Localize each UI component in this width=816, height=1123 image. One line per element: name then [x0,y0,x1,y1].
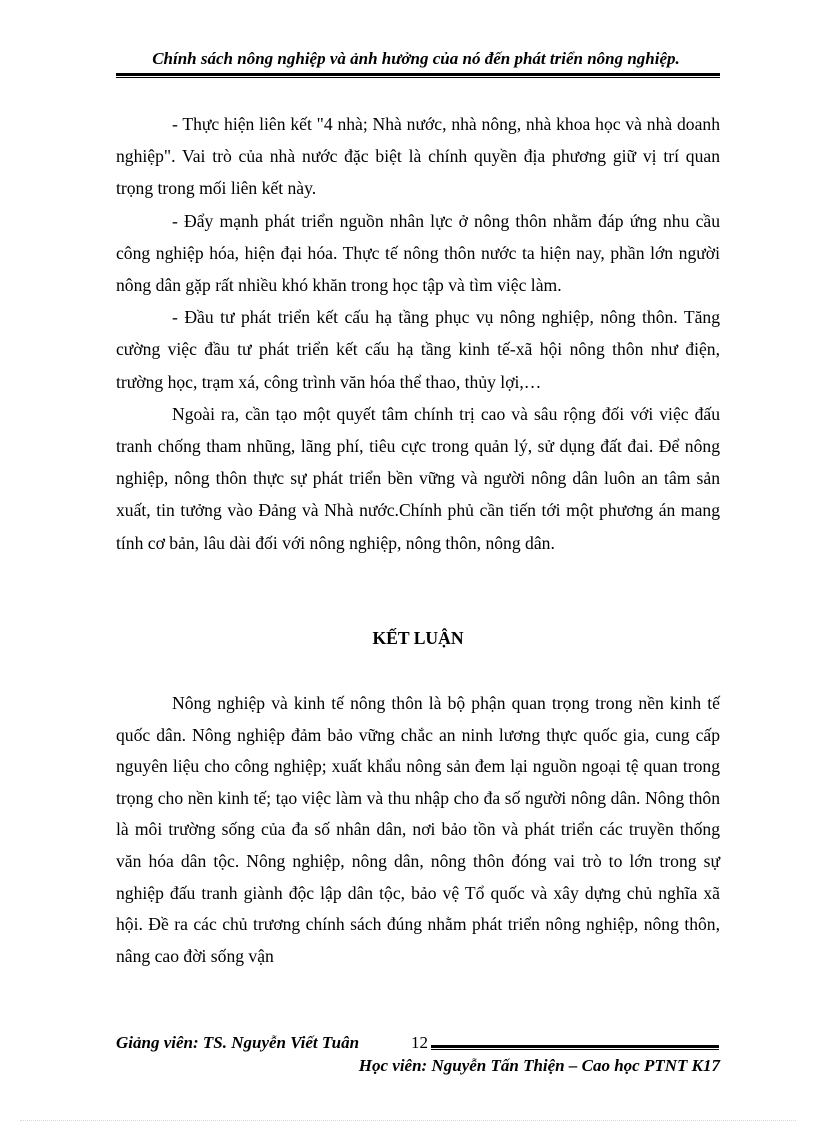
page-header-title: Chính sách nông nghiệp và ảnh hưởng của nó đến phát triển nông nghiệp. [152,49,680,68]
header-double-rule [116,73,720,78]
body-section [116,108,720,559]
conclusion-heading: KẾT LUẬN [372,628,464,648]
paragraph-human-resources: - Đẩy mạnh phát triển nguồn nhân lực ở nông thôn nhằm đáp ứng nhu cầu công nghiệp hóa, hiện đại hóa. Thực tế nông thôn nước ta hiện nay, phần lớn người nông dân gặp rất nhiều khó khăn trong học tập và tìm việc làm. [116,210,720,296]
page-bottom-border [20,1120,796,1121]
conclusion-section [116,688,720,972]
paragraph-infrastructure: - Đầu tư phát triển kết cấu hạ tầng phục vụ nông nghiệp, nông thôn. Tăng cường việc đầu tư phát triển kết cấu hạ tầng kinh tế-xã hội nông thôn như điện, trường học, trạm xá, công trình văn hóa thể thao, thủy lợi,… [116,307,720,392]
paragraph-anti-corruption: Ngoài ra, cần tạo một quyết tâm chính trị cao và sâu rộng đối với việc đấu tranh chống tham nhũng, lãng phí, tiêu cực trong quản lý, sử dụng đất đai. Để nông nghiệp, nông thôn thực sự phát triển bền vững và người nông dân luôn an tâm sản xuất, tin tưởng vào Đảng và Nhà nước.Chính phủ cần tiến tới một phương án mang tính cơ bản, lâu dài đối với nông nghiệp, nông thôn, nông dân. [116,403,720,553]
conclusion-paragraph: Nông nghiệp và kinh tế nông thôn là bộ phận quan trọng trong nền kinh tế quốc dân. Nông nghiệp đảm bảo vững chắc an ninh lương thực quốc gia, cung cấp nguyên liệu cho công nghiệp; xuất khẩu nông sản đem lại nguồn ngoại tệ quan trong trọng cho nền kinh tế; tạo việc làm và thu nhập cho đa số người nông dân. Nông thôn là môi trường sống của đa số nhân dân, nơi bảo tồn và phát triển các truyền thống văn hóa dân tộc. Nông nghiệp, nông dân, nông thôn đóng vai trò to lớn trong sự nghiệp đấu tranh giành độc lập dân tộc, bảo vệ Tổ quốc và xây dựng chủ nghĩa xã hội. Đề ra các chủ trương chính sách đúng nhằm phát triển nông nghiệp, nông thôn, nâng cao đời sống vận [116,693,720,966]
footer-lecturer: Giảng viên: TS. Nguyễn Viết Tuân [116,1033,360,1052]
paragraph-linkage: - Thực hiện liên kết "4 nhà; Nhà nước, nhà nông, nhà khoa học và nhà doanh nghiệp". Vai trò của nhà nước đặc biệt là chính quyền địa phương giữ vị trí quan trọng trong mối liên kết này. [116,114,720,199]
page-number: 12 [411,1033,428,1052]
footer-student: Học viên: Nguyễn Tấn Thiện – Cao học PTNT K17 [358,1056,720,1075]
footer-double-rule [431,1045,719,1050]
footer-lecturer-row [116,1031,720,1055]
